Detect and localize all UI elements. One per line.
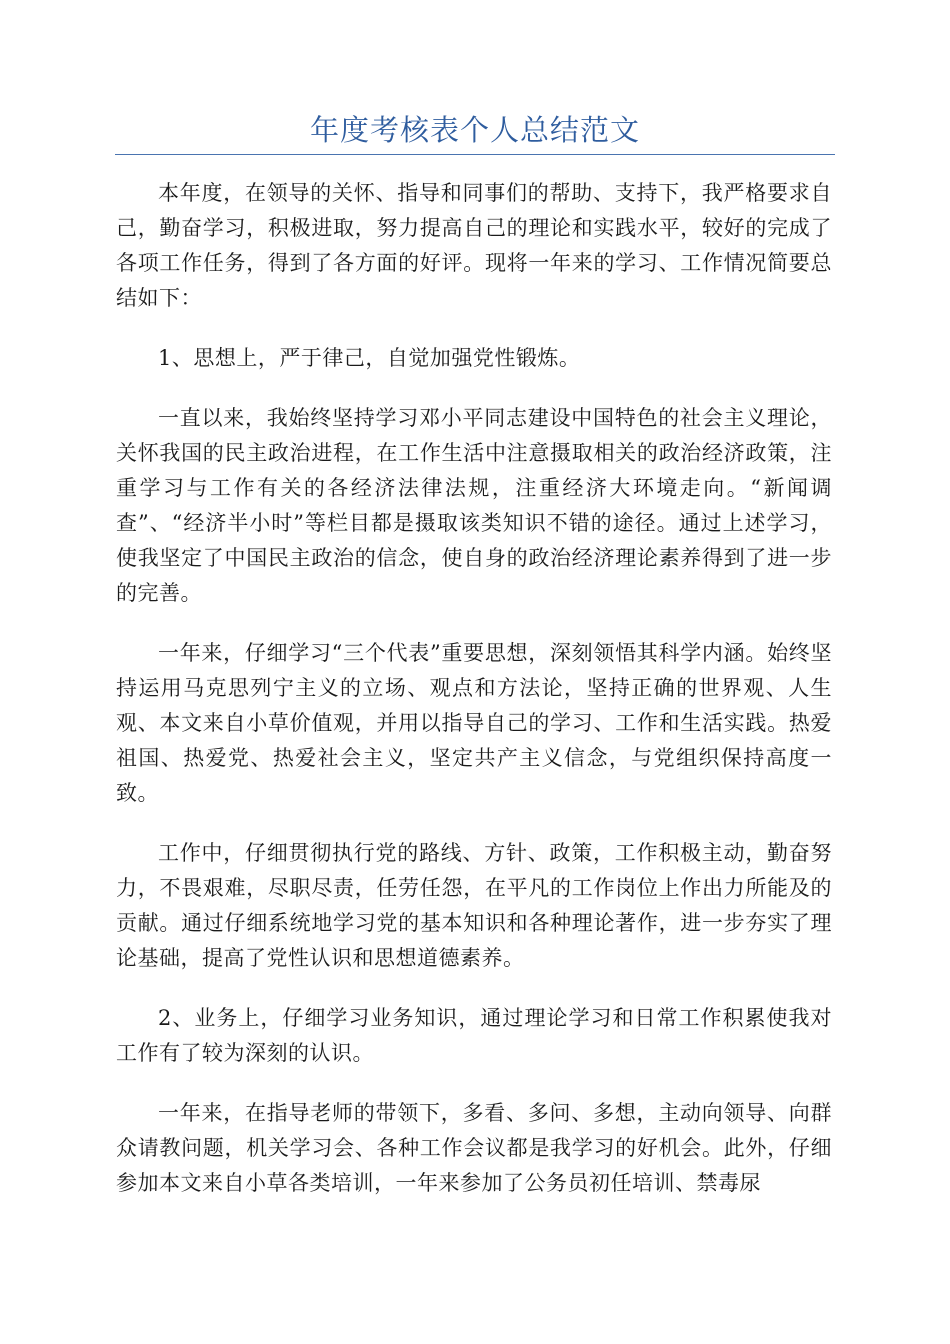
document-title: 年度考核表个人总结范文 xyxy=(309,113,640,147)
title-underline xyxy=(115,154,835,155)
paragraph-intro: 本年度，在领导的关怀、指导和同事们的帮助、支持下，我严格要求自己，勤奋学习，积极进取，努力提高自己的理论和实践水平，较好的完成了各项工作任务，得到了各方面的好评。现将一年来的学习、工作情况简要总结如下： xyxy=(116,181,832,310)
paragraph: 工作中，仔细贯彻执行党的路线、方针、政策，工作积极主动，勤奋努力，不畏艰难，尽职尽责，任劳任怨，在平凡的工作岗位上作出力所能及的贡献。通过仔细系统地学习党的基本知识和各种理论著作，进一步夯实了理论基础，提高了党性认识和思想道德素养。 xyxy=(116,841,832,970)
paragraph-heading-2: 2、业务上，仔细学习业务知识，通过理论学习和日常工作积累使我对工作有了较为深刻的认识。 xyxy=(116,1006,832,1065)
paragraph: 一年来，在指导老师的带领下，多看、多问、多想，主动向领导、向群众请教问题，机关学习会、各种工作会议都是我学习的好机会。此外，仔细参加本文来自小草各类培训，一年来参加了公务员初任培训、禁毒尿 xyxy=(116,1101,832,1195)
paragraph-heading-1: 1、思想上，严于律己，自觉加强党性锻炼。 xyxy=(158,346,581,370)
paragraph: 一年来，仔细学习“三个代表”重要思想，深刻领悟其科学内涵。始终坚持运用马克思列宁主义的立场、观点和方法论，坚持正确的世界观、人生观、本文来自小草价值观，并用以指导自己的学习、工作和生活实践。热爱祖国、热爱党、热爱社会主义，坚定共产主义信念，与党组织保持高度一致。 xyxy=(116,641,832,805)
paragraph: 一直以来，我始终坚持学习邓小平同志建设中国特色的社会主义理论，关怀我国的民主政治进程，在工作生活中注意摄取相关的政治经济政策，注重学习与工作有关的各经济法律法规，注重经济大环境走向。“新闻调查”、“经济半小时”等栏目都是摄取该类知识不错的途径。通过上述学习，使我坚定了中国民主政治的信念，使自身的政治经济理论素养得到了进一步的完善。 xyxy=(116,406,832,605)
document-body xyxy=(116,176,832,1226)
